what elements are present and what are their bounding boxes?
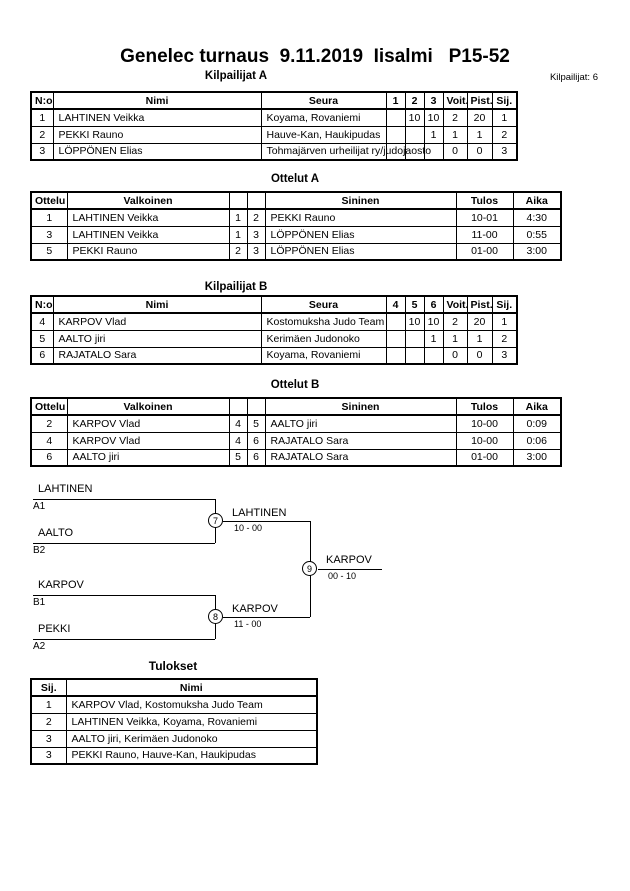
cell-place: 2 [492,330,517,347]
cell-m1 [386,347,405,364]
cell-white: KARPOV Vlad [67,432,229,449]
cell-result: 10-00 [456,432,513,449]
cell-no: 6 [31,347,53,364]
col-header-white-no [229,398,247,415]
cell-no: 4 [31,313,53,330]
col-header-time: Aika [513,398,561,415]
cell-m1 [386,126,405,143]
col-header-club: Seura [261,92,386,109]
col-header-m1: 1 [386,92,405,109]
cell-m3: 1 [424,330,443,347]
cell-white: AALTO jiri [67,449,229,466]
bracket-match-number: 8 [208,609,223,624]
subtitle-row [0,70,630,84]
cell-wins: 1 [443,330,467,347]
cell-place: 3 [31,730,66,747]
bracket-winner-name: LAHTINEN [232,507,287,519]
bracket-seed: A2 [33,641,46,652]
table-row [31,126,517,143]
cell-name: AALTO jiri [53,330,261,347]
bracket-score: 10 - 00 [234,523,263,533]
table-row [31,243,561,260]
cell-club: Hauve-Kan, Haukipudas [261,126,386,143]
cell-blue: RAJATALO Sara [265,432,456,449]
cell-name: LAHTINEN Veikka [53,109,261,126]
cell-match: 6 [31,449,67,466]
table-row [31,347,517,364]
cell-time: 0:06 [513,432,561,449]
cell-time: 4:30 [513,209,561,226]
bracket-seed: A1 [33,501,46,512]
col-header-points: Pist. [467,296,492,313]
table-row [31,313,517,330]
table-row [31,209,561,226]
col-header-no: N:o [31,92,53,109]
cell-wins: 0 [443,347,467,364]
cell-blue-no: 6 [247,432,265,449]
col-header-match: Ottelu [31,192,67,209]
matches-b-table [30,397,562,467]
cell-time: 0:55 [513,226,561,243]
cell-result: 01-00 [456,243,513,260]
bracket-player-name: LAHTINEN [38,483,93,495]
table-row [31,226,561,243]
bracket-match-number: 9 [302,561,317,576]
col-header-m3: 6 [424,296,443,313]
col-header-points: Pist. [467,92,492,109]
cell-match: 1 [31,209,67,226]
bracket-match-number: 7 [208,513,223,528]
col-header-place: Sij. [31,679,66,696]
cell-name: PEKKI Rauno [53,126,261,143]
col-header-white: Valkoinen [67,192,229,209]
cell-white: LAHTINEN Veikka [67,226,229,243]
cell-club: Kostomuksha Judo Team [261,313,386,330]
competitors-b-table [30,295,518,365]
cell-no: 5 [31,330,53,347]
bracket-line [33,499,215,500]
cell-white-no: 2 [229,243,247,260]
results-title: Tulokset [148,659,198,673]
col-header-no: N:o [31,296,53,313]
cell-place: 2 [31,713,66,730]
table-row [31,747,317,764]
cell-place: 3 [492,347,517,364]
cell-place: 1 [492,313,517,330]
cell-name: PEKKI Rauno, Hauve-Kan, Haukipudas [66,747,317,764]
col-header-m2: 5 [405,296,424,313]
cell-club: Koyama, Rovaniemi [261,109,386,126]
cell-blue: RAJATALO Sara [265,449,456,466]
bracket-seed: B1 [33,597,46,608]
cell-place: 3 [31,747,66,764]
results-table [30,678,318,765]
table-header-row [31,679,317,696]
matches-a-title: Ottelut A [270,173,320,185]
bracket-seed: B2 [33,545,46,556]
col-header-name: Nimi [53,92,261,109]
cell-result: 11-00 [456,226,513,243]
cell-blue-no: 6 [247,449,265,466]
cell-no: 3 [31,143,53,160]
competitors-a-table [30,91,518,161]
bracket-player-name: PEKKI [38,623,71,635]
col-header-m2: 2 [405,92,424,109]
final-bracket [30,483,430,655]
bracket-winner-name: KARPOV [326,554,372,566]
col-header-match: Ottelu [31,398,67,415]
col-header-name: Nimi [53,296,261,313]
cell-name: AALTO jiri, Kerimäen Judonoko [66,730,317,747]
table-header-row [31,296,517,313]
cell-match: 3 [31,226,67,243]
cell-club: Kerimäen Judonoko [261,330,386,347]
col-header-result: Tulos [456,398,513,415]
cell-club: Tohmajärven urheilijat ry/judojaosto [261,143,386,160]
col-header-name: Nimi [66,679,317,696]
cell-time: 0:09 [513,415,561,432]
cell-wins: 1 [443,126,467,143]
col-header-blue: Sininen [265,192,456,209]
cell-m3: 1 [424,126,443,143]
cell-time: 3:00 [513,449,561,466]
table-row [31,696,317,713]
cell-time: 3:00 [513,243,561,260]
table-header-row [31,398,561,415]
cell-place: 1 [31,696,66,713]
col-header-place: Sij. [492,92,517,109]
cell-wins: 2 [443,109,467,126]
cell-white: LAHTINEN Veikka [67,209,229,226]
col-header-club: Seura [261,296,386,313]
table-row [31,730,317,747]
cell-points: 0 [467,143,492,160]
table-header-row [31,92,517,109]
cell-m2 [405,330,424,347]
cell-m1 [386,330,405,347]
cell-match: 4 [31,432,67,449]
bracket-line [318,569,382,570]
cell-white: PEKKI Rauno [67,243,229,260]
bracket-line [223,617,310,618]
table-row [31,415,561,432]
cell-m2 [405,347,424,364]
cell-white-no: 5 [229,449,247,466]
table-header-row [31,192,561,209]
cell-m2: 10 [405,313,424,330]
table-row [31,432,561,449]
section-a-title: Kilpailijat A [204,70,268,82]
bracket-score: 00 - 10 [328,571,357,581]
cell-name: RAJATALO Sara [53,347,261,364]
cell-blue-no: 5 [247,415,265,432]
bracket-score: 11 - 00 [234,619,262,629]
cell-blue: AALTO jiri [265,415,456,432]
bracket-line [33,595,215,596]
cell-m2: 10 [405,109,424,126]
cell-name: LÖPPÖNEN Elias [53,143,261,160]
cell-m3: 10 [424,313,443,330]
col-header-white-no [229,192,247,209]
cell-name: KARPOV Vlad, Kostomuksha Judo Team [66,696,317,713]
cell-no: 1 [31,109,53,126]
cell-name: LAHTINEN Veikka, Koyama, Rovaniemi [66,713,317,730]
cell-club: Koyama, Rovaniemi [261,347,386,364]
col-header-m3: 3 [424,92,443,109]
cell-blue-no: 3 [247,226,265,243]
cell-points: 20 [467,313,492,330]
cell-no: 2 [31,126,53,143]
matches-b-title: Ottelut B [270,379,320,391]
cell-wins: 2 [443,313,467,330]
cell-name: KARPOV Vlad [53,313,261,330]
page-title: Genelec turnaus 9.11.2019 Iisalmi P15-52 [120,46,510,67]
bracket-line [33,639,215,640]
cell-white-no: 1 [229,226,247,243]
cell-result: 10-01 [456,209,513,226]
competitors-count: Kilpailijat: 6 [549,72,598,83]
cell-points: 20 [467,109,492,126]
col-header-blue-no [247,192,265,209]
section-b-title: Kilpailijat B [204,281,268,293]
cell-blue-no: 3 [247,243,265,260]
col-header-blue: Sininen [265,398,456,415]
cell-result: 01-00 [456,449,513,466]
col-header-wins: Voit. [443,296,467,313]
bracket-player-name: KARPOV [38,579,84,591]
cell-place: 3 [492,143,517,160]
cell-blue-no: 2 [247,209,265,226]
matches-a-table [30,191,562,261]
col-header-place: Sij. [492,296,517,313]
col-header-blue-no [247,398,265,415]
cell-blue: LÖPPÖNEN Elias [265,226,456,243]
table-row [31,109,517,126]
cell-match: 5 [31,243,67,260]
bracket-line [223,521,310,522]
cell-place: 1 [492,109,517,126]
cell-blue: LÖPPÖNEN Elias [265,243,456,260]
cell-m1 [386,109,405,126]
col-header-wins: Voit. [443,92,467,109]
cell-white-no: 1 [229,209,247,226]
cell-points: 0 [467,347,492,364]
cell-points: 1 [467,126,492,143]
bracket-player-name: AALTO [38,527,74,539]
cell-white-no: 4 [229,415,247,432]
cell-blue: PEKKI Rauno [265,209,456,226]
table-row [31,330,517,347]
cell-match: 2 [31,415,67,432]
col-header-white: Valkoinen [67,398,229,415]
cell-m2 [405,126,424,143]
table-row [31,449,561,466]
cell-white: KARPOV Vlad [67,415,229,432]
col-header-result: Tulos [456,192,513,209]
cell-points: 1 [467,330,492,347]
table-row [31,143,517,160]
bracket-line [33,543,215,544]
col-header-m1: 4 [386,296,405,313]
cell-place: 2 [492,126,517,143]
bracket-winner-name: KARPOV [232,603,278,615]
cell-m3: 10 [424,109,443,126]
cell-m3 [424,347,443,364]
cell-m1 [386,313,405,330]
table-row [31,713,317,730]
cell-white-no: 4 [229,432,247,449]
cell-wins: 0 [443,143,467,160]
cell-result: 10-00 [456,415,513,432]
col-header-time: Aika [513,192,561,209]
